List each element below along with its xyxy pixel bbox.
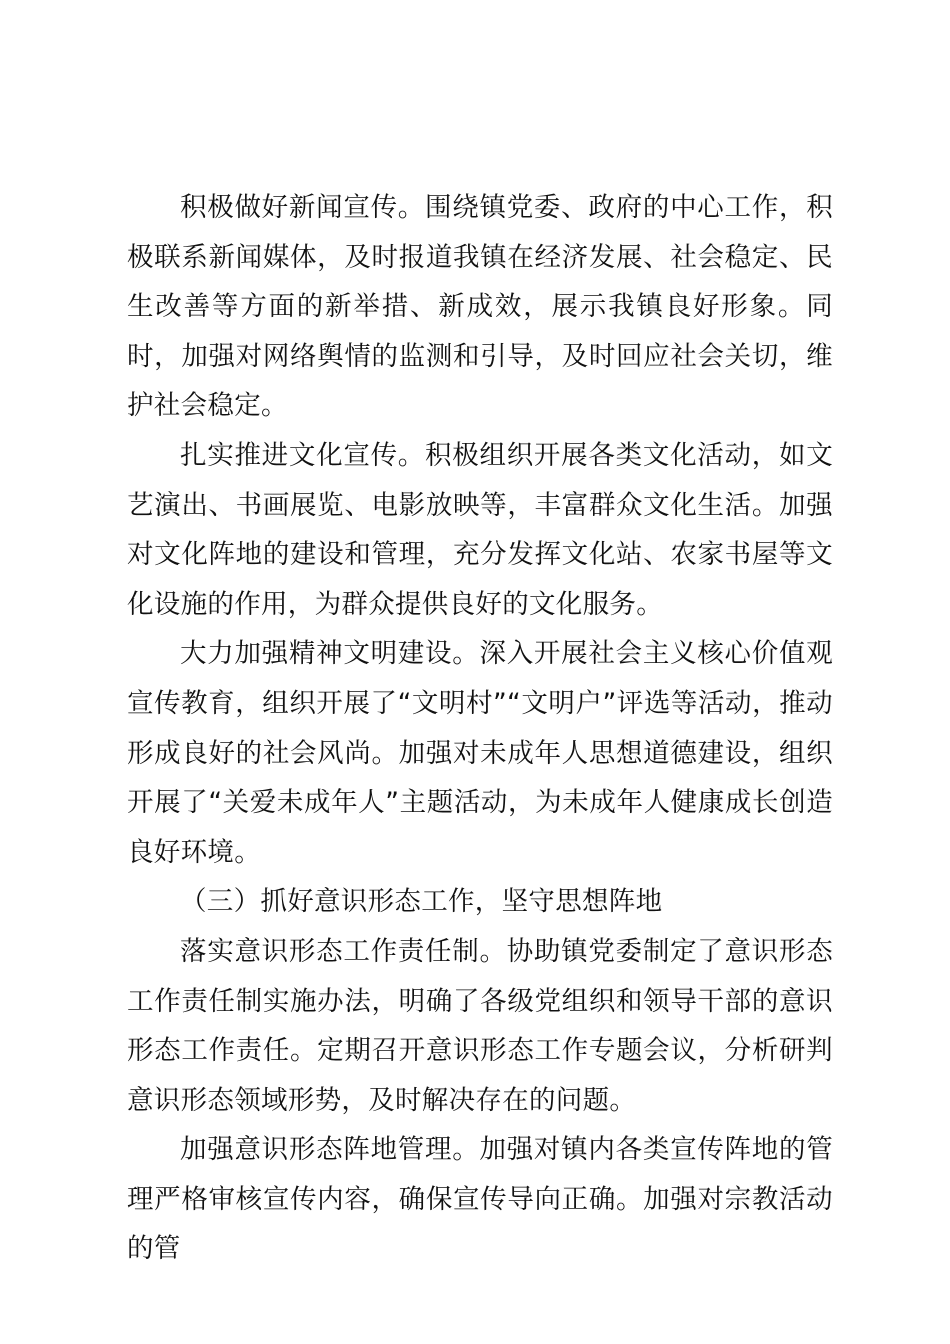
paragraph-ideology-responsibility: 落实意识形态工作责任制。协助镇党委制定了意识形态工作责任制实施办法，明确了各级党组织和领导干部的意识形态工作责任。定期召开意识形态工作专题会议，分析研判意识形态领域形势，及时解决存在的问题。 — [127, 935, 833, 1116]
paragraph-culture-publicity: 扎实推进文化宣传。积极组织开展各类文化活动，如文艺演出、书画展览、电影放映等，丰富群众文化生活。加强对文化阵地的建设和管理，充分发挥文化站、农家书屋等文化设施的作用，为群众提供良好的文化服务。 — [127, 439, 833, 620]
paragraph-spiritual-civilization: 大力加强精神文明建设。深入开展社会主义核心价值观宣传教育，组织开展了“文明村”“文明户”评选等活动，推动形成良好的社会风尚。加强对未成年人思想道德建设，组织开展了“关爱未成年人”主题活动，为未成年人健康成长创造良好环境。 — [127, 638, 833, 868]
section-heading-ideology: （三）抓好意识形态工作，坚守思想阵地 — [180, 886, 663, 918]
paragraph-news-publicity: 积极做好新闻宣传。围绕镇党委、政府的中心工作，积极联系新闻媒体，及时报道我镇在经济发展、社会稳定、民生改善等方面的新举措、新成效，展示我镇良好形象。同时，加强对网络舆情的监测和引导，及时回应社会关切，维护社会稳定。 — [127, 192, 833, 422]
document-body — [127, 183, 833, 1274]
paragraph-ideology-positions: 加强意识形态阵地管理。加强对镇内各类宣传阵地的管理严格审核宣传内容，确保宣传导向正确。加强对宗教活动的管 — [127, 1134, 833, 1265]
